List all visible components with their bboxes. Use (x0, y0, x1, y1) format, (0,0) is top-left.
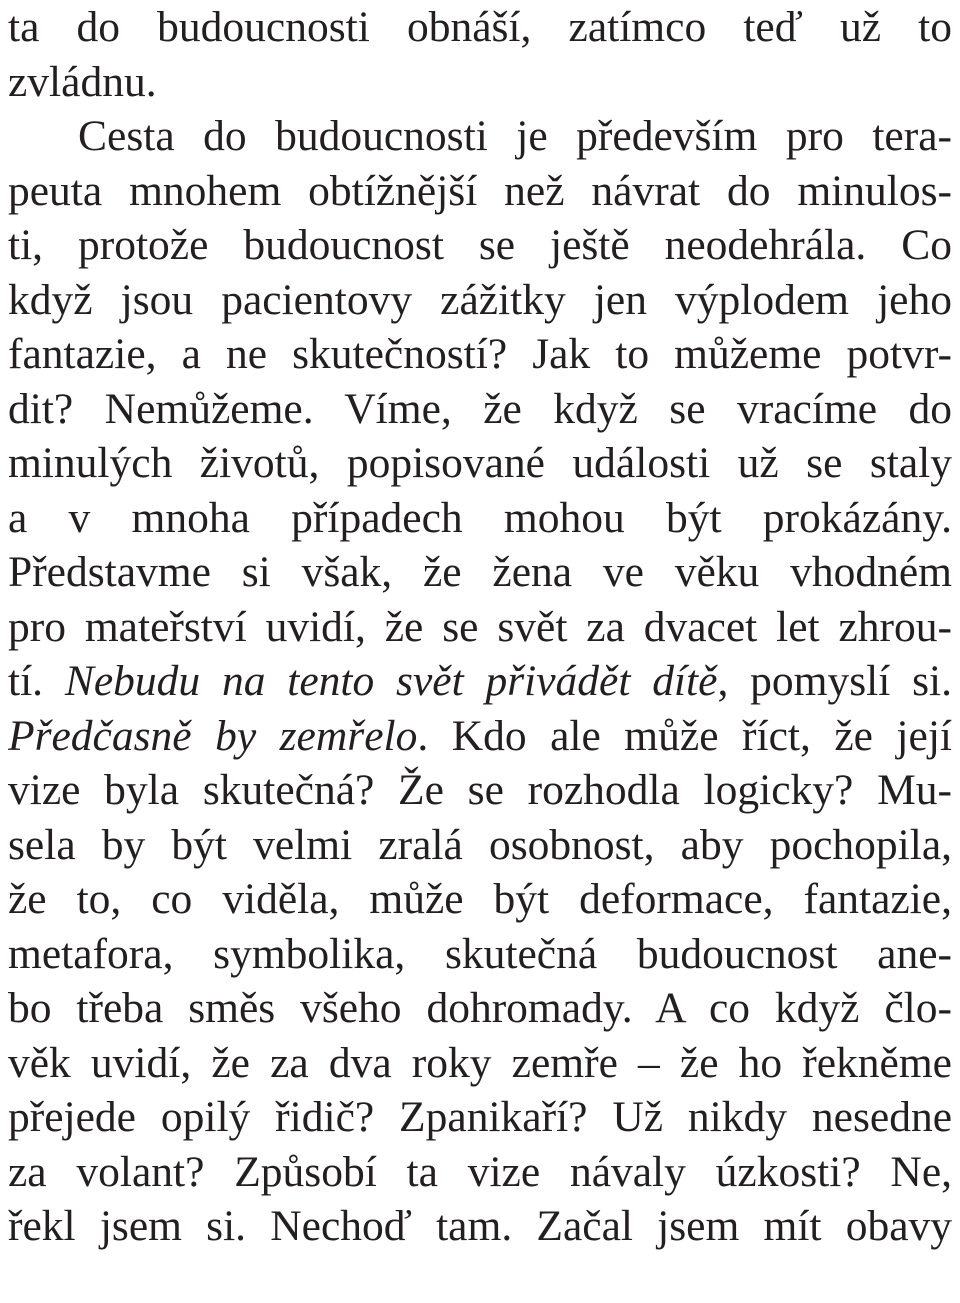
text-line: věk uvidí, že za dva roky zemře – že ho řekněme (8, 1038, 952, 1087)
text-line: minulých životů, popisované události už se staly (8, 439, 952, 487)
italic-text: Nebudu na tento svět přivádět dítě (64, 657, 718, 705)
text-segment: , pomyslí si. (717, 657, 952, 705)
text-line: že to, co viděla, může být deformace, fantazie, (8, 875, 952, 923)
text-line: pro mateřství uvidí, že se svět za dvacet let zhrou- (8, 602, 952, 651)
text-line: bo třeba směs všeho dohromady. A co když člo- (8, 984, 952, 1032)
text-line: peuta mnohem obtížnější než návrat do minulos- (8, 166, 952, 215)
text-line: sela by být velmi zralá osobnost, aby pochopila, (8, 820, 952, 869)
text-line: a v mnoha případech mohou být prokázány. (8, 493, 952, 542)
text-line: metafora, symbolika, skutečná budoucnost ane- (8, 929, 952, 978)
text-line: dit? Nemůžeme. Víme, že když se vracíme do (8, 384, 952, 433)
text-segment: . Kdo ale může říct, že její (417, 711, 952, 760)
text-line: Cesta do budoucnosti je především pro tera- (78, 112, 952, 160)
text-line: Představme si však, že žena ve věku vhodném (8, 548, 952, 596)
text-line: ti, protože budoucnost se ještě neodehrála. Co (8, 221, 952, 269)
text-line: zvládnu. (8, 57, 157, 106)
body-text (8, 0, 952, 1254)
text-line: fantazie, a ne skutečností? Jak to můžeme potvr- (8, 330, 952, 378)
text-line: za volant? Způsobí ta vize návaly úzkosti? Ne, (8, 1147, 952, 1196)
text-line (8, 709, 952, 764)
text-line: přejede opilý řidič? Zpanikaří? Už nikdy nesedne (8, 1093, 952, 1141)
document-page (8, 0, 952, 1303)
text-segment: tí. (8, 657, 65, 705)
text-line: ta do budoucnosti obnáší, zatímco teď už to (8, 3, 952, 51)
text-line: vize byla skutečná? Že se rozhodla logicky? Mu- (8, 766, 952, 814)
text-line: řekl jsem si. Nechoď tam. Začal jsem mít obavy (8, 1202, 952, 1250)
text-line (8, 654, 952, 709)
text-line: když jsou pacientovy zážitky jen výplodem jeho (8, 275, 952, 324)
italic-text: Předčasně by zemřelo (8, 711, 418, 760)
